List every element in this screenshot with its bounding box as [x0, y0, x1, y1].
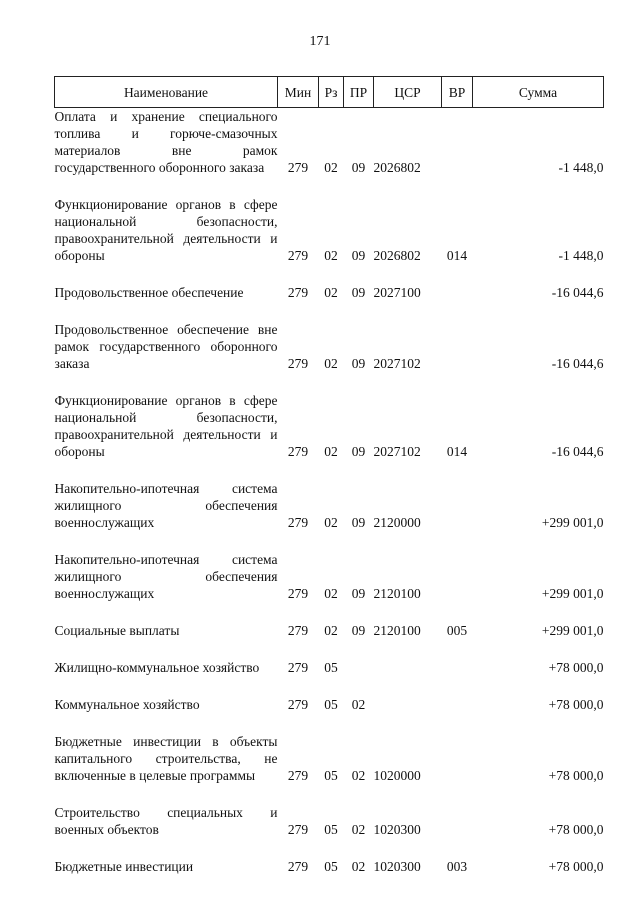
row-csr: 2027102 — [373, 356, 421, 371]
row-sum: +78 000,0 — [548, 768, 604, 783]
table-row — [55, 196, 604, 264]
row-sum: +299 001,0 — [541, 623, 604, 638]
header-min: Мин — [278, 77, 319, 108]
row-sum: -1 448,0 — [558, 160, 604, 175]
header-name: Наименование — [55, 77, 278, 108]
row-sum: -1 448,0 — [558, 248, 604, 263]
row-rz: 05 — [324, 768, 338, 783]
row-min: 279 — [287, 285, 309, 300]
table-row — [55, 284, 604, 301]
table-row — [55, 659, 604, 676]
row-rz: 02 — [324, 586, 338, 601]
row-pr: 09 — [351, 623, 366, 638]
row-sum: +299 001,0 — [541, 586, 604, 601]
row-vr — [442, 551, 473, 602]
table-row — [55, 480, 604, 531]
row-csr: 1020300 — [373, 822, 421, 837]
row-vr — [442, 321, 473, 372]
row-min: 279 — [287, 623, 309, 638]
row-rz: 02 — [324, 515, 338, 530]
row-name: Жилищно-коммунальное хозяйство — [54, 660, 260, 675]
row-name: Функционирование органов в сфере национальной безопасности, правоохранительной деятельности и обороны — [54, 393, 278, 459]
row-csr — [374, 696, 442, 713]
row-csr: 2120100 — [373, 623, 421, 638]
table-row — [55, 622, 604, 639]
row-rz: 05 — [324, 660, 338, 675]
row-pr: 09 — [351, 444, 366, 459]
row-vr — [442, 108, 473, 177]
row-min: 279 — [287, 697, 309, 712]
row-min: 279 — [287, 660, 309, 675]
row-pr: 02 — [351, 859, 366, 874]
table-row — [55, 696, 604, 713]
row-pr: 09 — [351, 285, 366, 300]
row-pr: 09 — [351, 515, 366, 530]
row-pr: 09 — [351, 160, 366, 175]
row-csr: 2120100 — [373, 586, 421, 601]
row-rz: 05 — [324, 859, 338, 874]
row-csr: 2026802 — [373, 248, 421, 263]
row-csr: 1020300 — [373, 859, 421, 874]
row-rz: 02 — [324, 444, 338, 459]
row-min: 279 — [287, 822, 309, 837]
row-sum: +78 000,0 — [548, 660, 604, 675]
row-pr: 09 — [351, 356, 366, 371]
row-vr — [442, 696, 473, 713]
row-csr: 2026802 — [373, 160, 421, 175]
header-rz: Рз — [319, 77, 344, 108]
row-vr — [442, 480, 473, 531]
table-row — [55, 858, 604, 875]
row-name: Бюджетные инвестиции в объекты капитального строительства, не включенные в целевые программы — [54, 734, 278, 783]
row-vr: 005 — [446, 623, 468, 638]
row-min: 279 — [287, 160, 309, 175]
row-sum: +78 000,0 — [548, 822, 604, 837]
row-name: Накопительно-ипотечная система жилищного обеспечения военнослужащих — [54, 481, 278, 530]
row-vr — [442, 659, 473, 676]
row-min: 279 — [287, 515, 309, 530]
row-min: 279 — [287, 586, 309, 601]
row-sum: +78 000,0 — [548, 859, 604, 874]
row-pr — [344, 659, 374, 676]
header-sum: Сумма — [473, 77, 604, 108]
row-name: Функционирование органов в сфере национальной безопасности, правоохранительной деятельности и обороны — [54, 197, 278, 263]
row-csr — [374, 659, 442, 676]
budget-table — [54, 76, 604, 875]
row-rz: 05 — [324, 697, 338, 712]
row-csr: 2027100 — [373, 285, 421, 300]
row-min: 279 — [287, 859, 309, 874]
row-rz: 02 — [324, 285, 338, 300]
row-pr: 09 — [351, 248, 366, 263]
row-sum: -16 044,6 — [551, 285, 604, 300]
row-sum: +78 000,0 — [548, 697, 604, 712]
table-row — [55, 321, 604, 372]
row-name: Продовольственное обеспечение вне рамок государственного оборонного заказа — [54, 322, 278, 371]
row-name: Коммунальное хозяйство — [54, 697, 200, 712]
row-name: Накопительно-ипотечная система жилищного обеспечения военнослужащих — [54, 552, 278, 601]
table-row — [55, 108, 604, 177]
row-rz: 02 — [324, 160, 338, 175]
row-rz: 02 — [324, 248, 338, 263]
row-pr: 02 — [351, 697, 366, 712]
row-min: 279 — [287, 356, 309, 371]
table-row — [55, 551, 604, 602]
table-body — [55, 108, 604, 876]
row-csr: 2120000 — [373, 515, 421, 530]
row-vr — [442, 284, 473, 301]
table-header — [55, 77, 604, 108]
row-vr: 014 — [446, 444, 468, 459]
header-csr: ЦСР — [374, 77, 442, 108]
row-pr: 02 — [351, 822, 366, 837]
row-csr: 1020000 — [373, 768, 421, 783]
row-name: Продовольственное обеспечение — [54, 285, 244, 300]
row-rz: 02 — [324, 356, 338, 371]
page-number: 171 — [309, 34, 331, 49]
row-vr — [442, 733, 473, 784]
row-vr: 014 — [446, 248, 468, 263]
row-name: Оплата и хранение специального топлива и горюче-смазочных материалов вне рамок государственного оборонного заказа — [54, 109, 278, 175]
row-rz: 05 — [324, 822, 338, 837]
row-min: 279 — [287, 444, 309, 459]
row-sum: +299 001,0 — [541, 515, 604, 530]
row-sum: -16 044,6 — [551, 444, 604, 459]
table-row — [55, 804, 604, 838]
header-vr: ВР — [442, 77, 473, 108]
row-csr: 2027102 — [373, 444, 421, 459]
row-vr: 003 — [446, 859, 468, 874]
row-pr: 02 — [351, 768, 366, 783]
row-name: Бюджетные инвестиции — [54, 859, 194, 874]
table-row — [55, 392, 604, 460]
row-pr: 09 — [351, 586, 366, 601]
header-pr: ПР — [344, 77, 374, 108]
row-rz: 02 — [324, 623, 338, 638]
row-name: Социальные выплаты — [54, 623, 180, 638]
row-min: 279 — [287, 248, 309, 263]
row-min: 279 — [287, 768, 309, 783]
row-sum: -16 044,6 — [551, 356, 604, 371]
row-name: Строительство специальных и военных объектов — [54, 805, 278, 837]
table-row — [55, 733, 604, 784]
row-vr — [442, 804, 473, 838]
